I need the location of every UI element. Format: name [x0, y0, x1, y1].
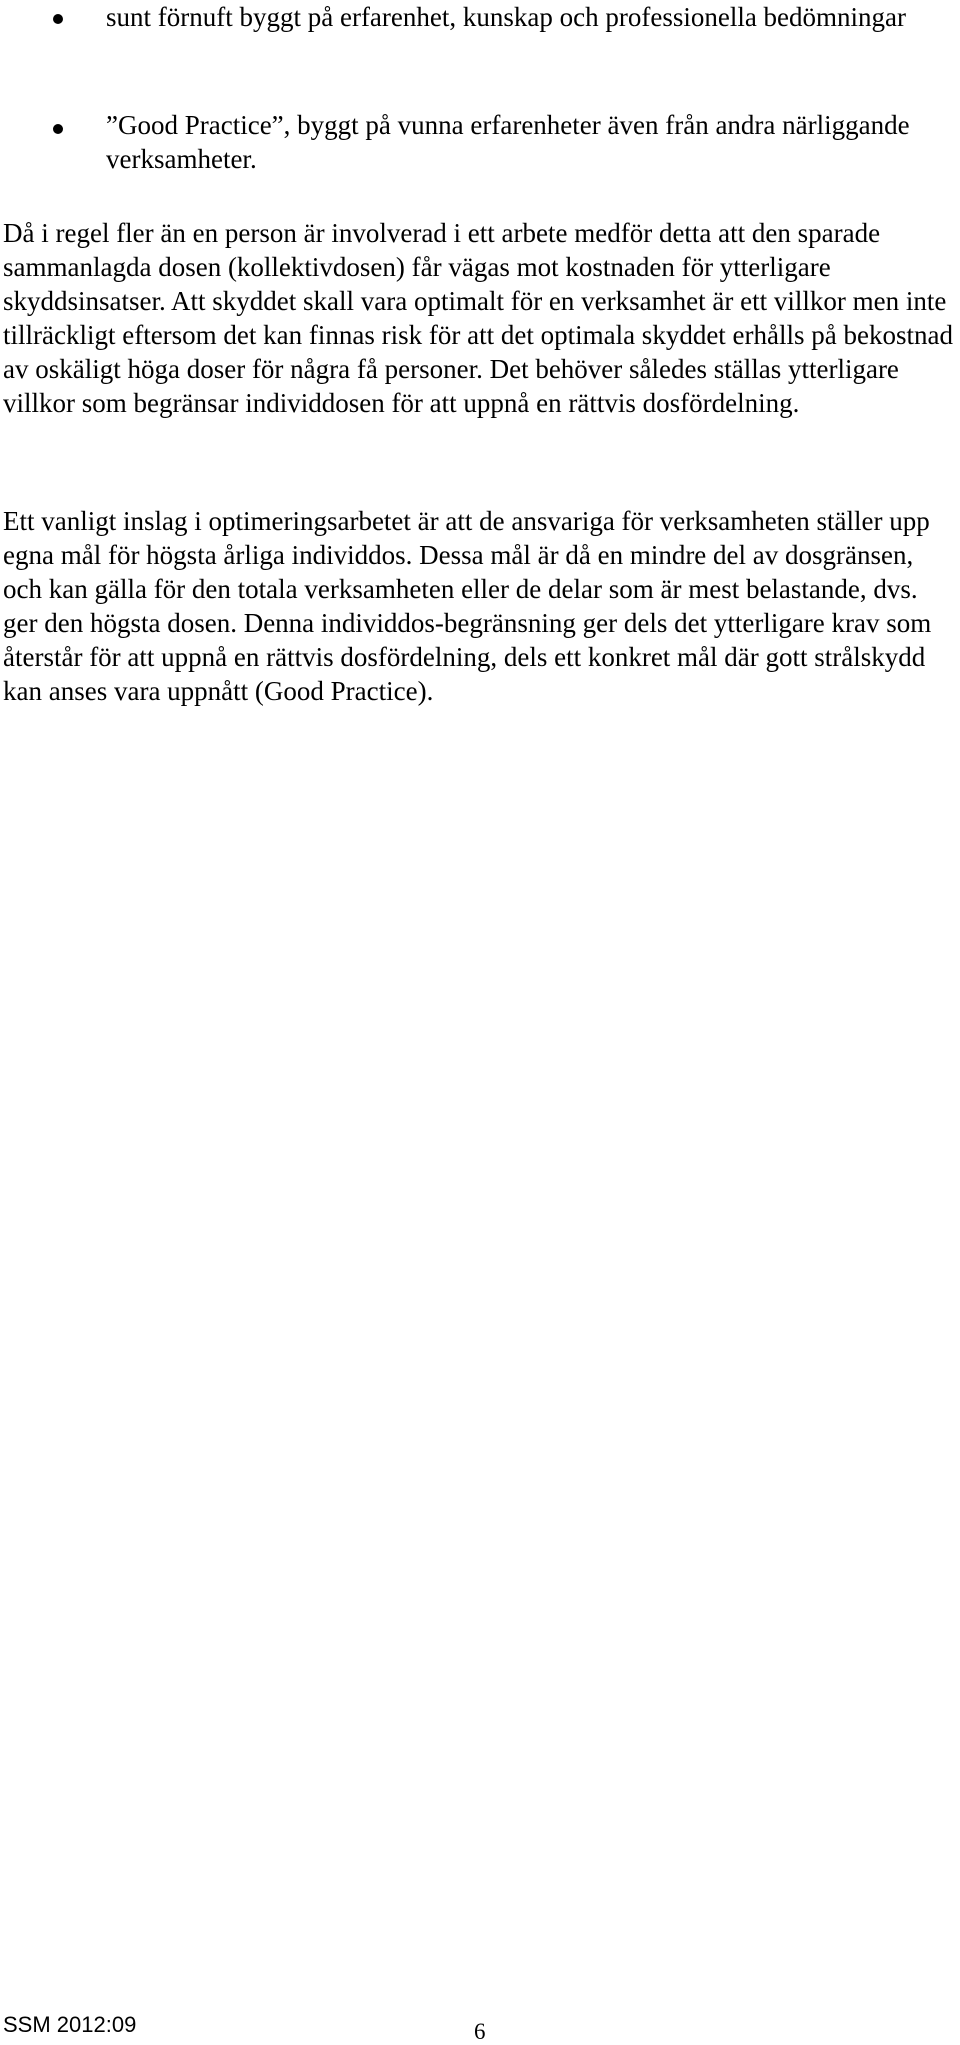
footer-report-id: SSM 2012:09 — [3, 2012, 137, 2037]
body-paragraph: Ett vanligt inslag i optimeringsarbetet är att de ansvariga för verksamheten ställer upp egna mål för högsta årliga individdos. Dessa mål är då en mindre del av dosgränsen, och kan gälla för den totala verksamheten eller de delar som är mest belastande, dvs. ger den högsta dosen. Denna individdos-begränsning ger dels det ytterligare krav som återstår för att uppnå en rättvis dosfördelning, dels ett konkret mål där gott strålskydd kan anses vara uppnått (Good Practice). — [3, 506, 932, 706]
bullet-icon — [53, 14, 63, 24]
body-paragraph: Då i regel fler än en person är involverad i ett arbete medför detta att den sparade sammanlagda dosen (kollektivdosen) får vägas mot kostnaden för ytterligare skyddsinsatser. Att skyddet skall vara optimalt för en verksamhet är ett villkor men inte tillräckligt eftersom det kan finnas risk för att det optimala skyddet erhålls på bekostnad av oskäligt höga doser för några få personer. Det behöver således ställas ytterligare villkor som begränsar individdosen för att uppnå en rättvis dosfördelning. — [3, 218, 953, 418]
bullet-text: ”Good Practice”, byggt på vunna erfarenheter även från andra närliggande verksamheter. — [106, 110, 910, 174]
bullet-icon — [53, 124, 63, 134]
bullet-text: sunt förnuft byggt på erfarenhet, kunskap och professionella bedömningar — [106, 2, 907, 32]
page-number: 6 — [474, 2019, 486, 2044]
